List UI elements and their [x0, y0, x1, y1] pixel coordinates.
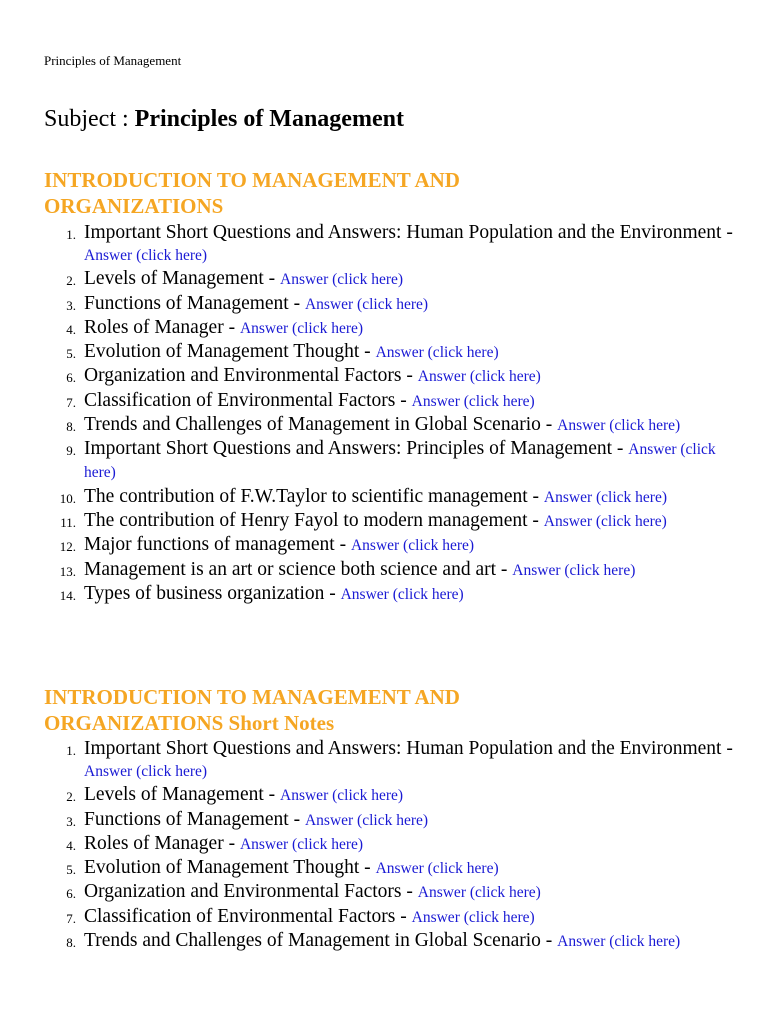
answer-link[interactable]: Answer (click here) — [557, 933, 681, 951]
item-number: 13. — [59, 563, 76, 579]
list-item — [44, 317, 734, 340]
list-item — [44, 559, 734, 582]
item-text: Roles of Manager - — [84, 316, 240, 338]
item-number: 5. — [66, 862, 76, 878]
list-item — [44, 293, 734, 316]
answer-link[interactable]: Answer (click here) — [304, 295, 429, 313]
answer-link[interactable]: Answer (click here) — [411, 908, 535, 926]
item-text: Levels of Management - — [84, 784, 281, 806]
answer-link[interactable]: Answer (click here) — [411, 392, 535, 410]
answer-link[interactable]: Answer (click here) — [280, 787, 404, 805]
list-item — [44, 833, 734, 856]
item-text: Organization and Environmental Factors - — [84, 365, 418, 387]
item-text: The contribution of Henry Fayol to modern management - — [84, 509, 544, 531]
item-text: Management is an art or science both science and art - — [84, 558, 513, 580]
page-title — [44, 104, 404, 134]
item-number: 1. — [66, 743, 76, 758]
answer-link[interactable]: Answer (click here) — [417, 368, 541, 386]
item-text: Important Short Questions and Answers: Principles of Management - — [84, 438, 629, 460]
topic-list-short-notes — [44, 738, 734, 954]
answer-link[interactable]: Answer (click here) — [340, 585, 464, 603]
item-number: 10. — [59, 490, 76, 506]
item-text: Important Short Questions and Answers: Human Population and the Environment - — [84, 738, 733, 759]
item-number: 7. — [66, 910, 76, 926]
list-item — [44, 784, 734, 807]
answer-link[interactable]: Answer (click here) — [375, 344, 499, 362]
answer-link[interactable]: Answer (click here) — [280, 271, 404, 289]
item-text: Classification of Environmental Factors - — [84, 389, 412, 411]
topic-list-introduction — [44, 222, 734, 607]
item-number: 5. — [66, 346, 76, 362]
subject-label: Subject : — [44, 106, 135, 132]
list-item — [44, 881, 734, 904]
item-text: Organization and Environmental Factors - — [84, 881, 418, 903]
item-number: 4. — [66, 321, 76, 337]
answer-link[interactable]: Answer (click here) — [84, 441, 716, 482]
item-number: 6. — [66, 370, 76, 386]
list-item — [44, 930, 734, 953]
item-number: 3. — [66, 297, 76, 313]
item-number: 9. — [66, 443, 76, 459]
answer-link[interactable]: Answer (click here) — [239, 319, 364, 337]
running-header: Principles of Management — [44, 53, 182, 68]
list-item — [44, 390, 734, 413]
list-item — [44, 222, 734, 267]
item-text: Trends and Challenges of Management in Global Scenario - — [84, 930, 558, 952]
item-number: 12. — [59, 539, 76, 555]
item-text: Levels of Management - — [84, 268, 281, 290]
list-item — [44, 510, 734, 533]
section-heading-short-notes: INTRODUCTION TO MANAGEMENT AND ORGANIZATIONS Short Notes — [44, 685, 460, 736]
item-text: Roles of Manager - — [84, 832, 240, 854]
list-item — [44, 906, 734, 929]
item-number: 2. — [66, 789, 76, 805]
answer-link[interactable]: Answer (click here) — [543, 488, 667, 506]
item-number: 8. — [66, 935, 76, 951]
list-item — [44, 438, 734, 484]
answer-link[interactable]: Answer (click here) — [543, 512, 667, 530]
item-number: 1. — [66, 227, 76, 242]
answer-link[interactable]: Answer (click here) — [304, 811, 429, 829]
item-number: 2. — [66, 273, 76, 289]
answer-link[interactable]: Answer (click here) — [375, 860, 499, 878]
list-item — [44, 268, 734, 291]
answer-link[interactable]: Answer (click here) — [350, 537, 475, 555]
item-text: Evolution of Management Thought - — [84, 857, 376, 879]
item-number: 6. — [66, 886, 76, 902]
answer-link[interactable]: Answer (click here) — [84, 247, 208, 264]
item-text: The contribution of F.W.Taylor to scientific management - — [84, 485, 544, 507]
list-item — [44, 414, 734, 437]
item-text: Important Short Questions and Answers: Human Population and the Environment - — [84, 222, 733, 243]
list-item — [44, 486, 734, 509]
list-item — [44, 534, 734, 557]
item-text: Classification of Environmental Factors - — [84, 905, 412, 927]
item-text: Types of business organization - — [84, 582, 341, 604]
list-item — [44, 365, 734, 388]
item-text: Functions of Management - — [84, 292, 305, 314]
answer-link[interactable]: Answer (click here) — [557, 417, 681, 435]
item-text: Trends and Challenges of Management in Global Scenario - — [84, 414, 558, 436]
answer-link[interactable]: Answer (click here) — [512, 561, 636, 579]
list-item — [44, 809, 734, 832]
answer-link[interactable]: Answer (click here) — [84, 763, 208, 780]
answer-link[interactable]: Answer (click here) — [417, 884, 541, 902]
list-item — [44, 583, 734, 606]
subject-value: Principles of Management — [134, 106, 404, 132]
item-number: 3. — [66, 813, 76, 829]
item-text: Functions of Management - — [84, 808, 305, 830]
item-number: 4. — [66, 837, 76, 853]
item-number: 8. — [66, 419, 76, 435]
list-item — [44, 738, 734, 783]
list-item — [44, 341, 734, 364]
list-item — [44, 857, 734, 880]
section-heading-introduction: INTRODUCTION TO MANAGEMENT AND ORGANIZATIONS — [44, 168, 460, 219]
answer-link[interactable]: Answer (click here) — [239, 835, 364, 853]
item-number: 14. — [59, 587, 76, 603]
item-number: 7. — [66, 394, 76, 410]
item-text: Major functions of management - — [84, 534, 351, 556]
item-number: 11. — [60, 514, 76, 530]
item-text: Evolution of Management Thought - — [84, 341, 376, 363]
